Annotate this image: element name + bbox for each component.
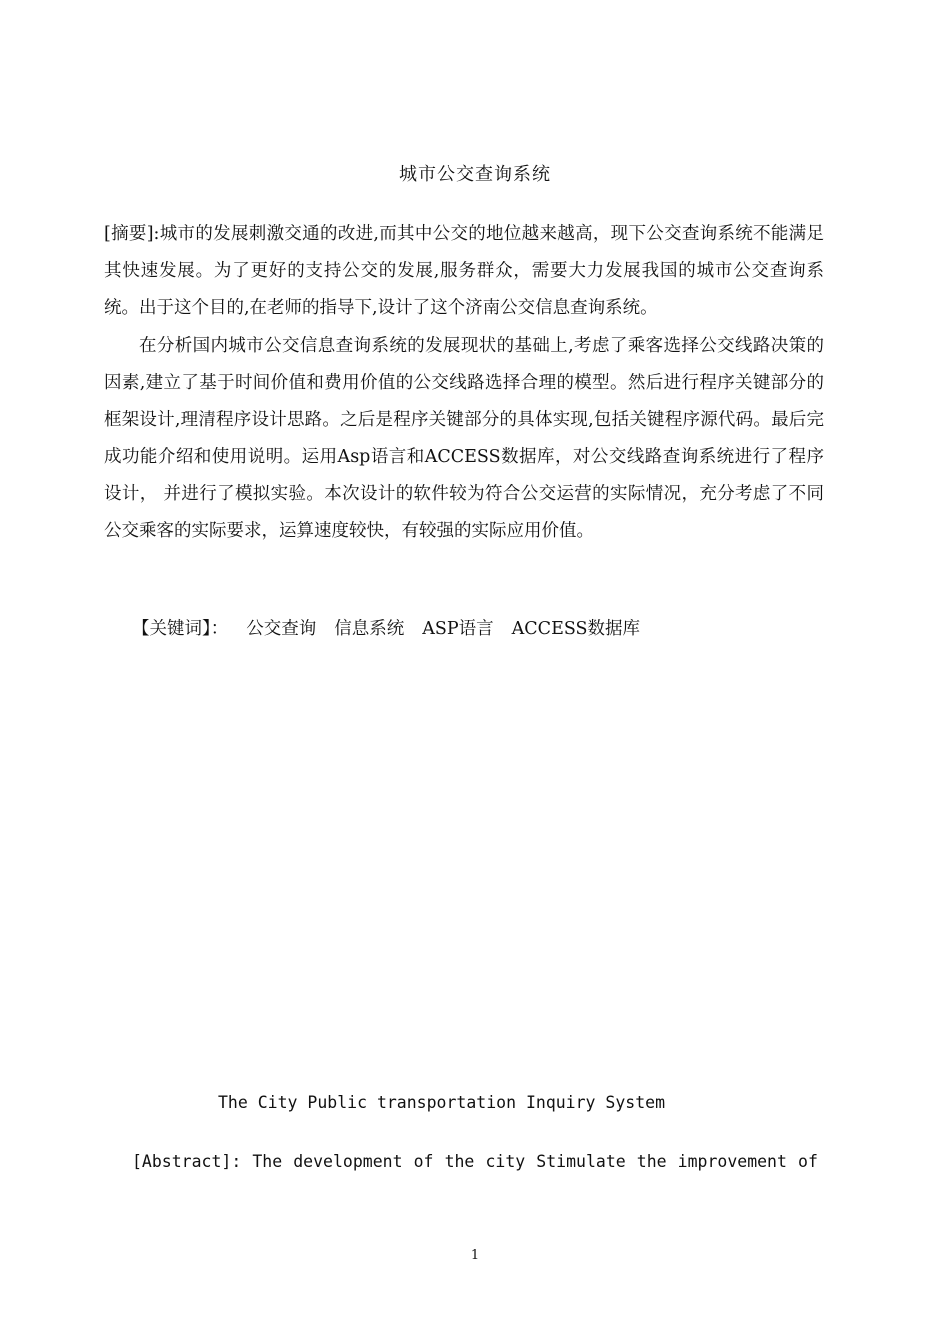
chinese-abstract: [摘要]:城市的发展刺激交通的改进,而其中公交的地位越来越高，现下公交查询系统不能满足其快速发展。为了更好的支持公交的发展,服务群众，需要大力发展我国的城市公交查询系统。出于这个目的,在老师的指导下,设计了这个济南公交信息查询系统。	[104, 224, 824, 318]
abstract-word: of	[413, 1152, 434, 1171]
page-number: 1	[470, 1248, 480, 1263]
keyword: 信息系统	[334, 619, 405, 639]
keywords-label: 【关键词】：	[132, 619, 229, 639]
abstract-word: Stimulate	[536, 1152, 626, 1171]
keyword: ASP语言	[422, 619, 494, 639]
abstract-word: development	[293, 1152, 403, 1171]
abstract-word: the	[444, 1152, 475, 1171]
abstract-word: of	[798, 1152, 818, 1171]
keyword: 公交查询	[246, 619, 317, 639]
keyword: ACCESS数据库	[511, 619, 641, 639]
abstract-word: improvement	[677, 1152, 787, 1171]
chinese-abstract-body: 在分析国内城市公交信息查询系统的发展现状的基础上,考虑了乘客选择公交线路决策的因素,建立了基于时间价值和费用价值的公交线路选择合理的模型。然后进行程序关键部分的框架设计,理清程序设计思路。之后是程序关键部分的具体实现,包括关键程序源代码。最后完成功能介绍和使用说明。运用Asp语言和ACCESS数据库，对公交线路查询系统进行了程序设计， 并进行了模拟实验。本次设计的软件较为符合公交运营的实际情况，充分考虑了不同公交乘客的实际要求，运算速度较快，有较强的实际应用价值。	[104, 336, 824, 541]
abstract-word: The	[252, 1152, 283, 1171]
chinese-keywords	[132, 615, 640, 640]
english-abstract-line	[132, 1152, 818, 1171]
abstract-word: city	[485, 1152, 526, 1171]
abstract-word: the	[636, 1152, 667, 1171]
abstract-word: [Abstract]:	[132, 1152, 242, 1171]
english-title: The City Public transportation Inquiry System	[218, 1093, 666, 1112]
chinese-title: 城市公交查询系统	[399, 164, 551, 185]
